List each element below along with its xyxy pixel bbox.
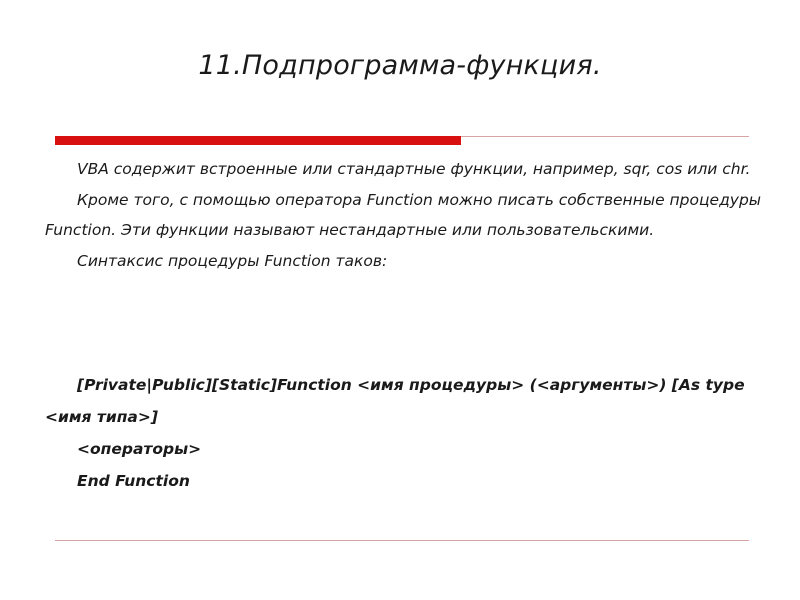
slide-title: 11.Подпрограмма-функция. (198, 50, 602, 81)
title-underline-bar (55, 136, 461, 145)
slide-body (45, 154, 765, 276)
paragraph-custom-functions: Кроме того, с помощью оператора Function можно писать собственные процедуры Function. Эти функции называют нестандартные или пользовательскими. (45, 190, 762, 239)
code-line-statements: <операторы> (77, 440, 202, 458)
title-underline-line (461, 136, 749, 137)
paragraph-syntax-intro: Синтаксис процедуры Function таков: (77, 251, 388, 270)
footer-line (55, 540, 749, 541)
code-line-end: End Function (77, 472, 190, 490)
paragraph-builtin-functions: VBA содержит встроенные или стандартные функции, например, sqr, cos или chr. (77, 160, 751, 178)
code-line-declaration: [Private|Public][Static]Function <имя процедуры> (<аргументы>) [As type <имя типа>] (45, 376, 745, 426)
syntax-code-block (45, 369, 765, 497)
